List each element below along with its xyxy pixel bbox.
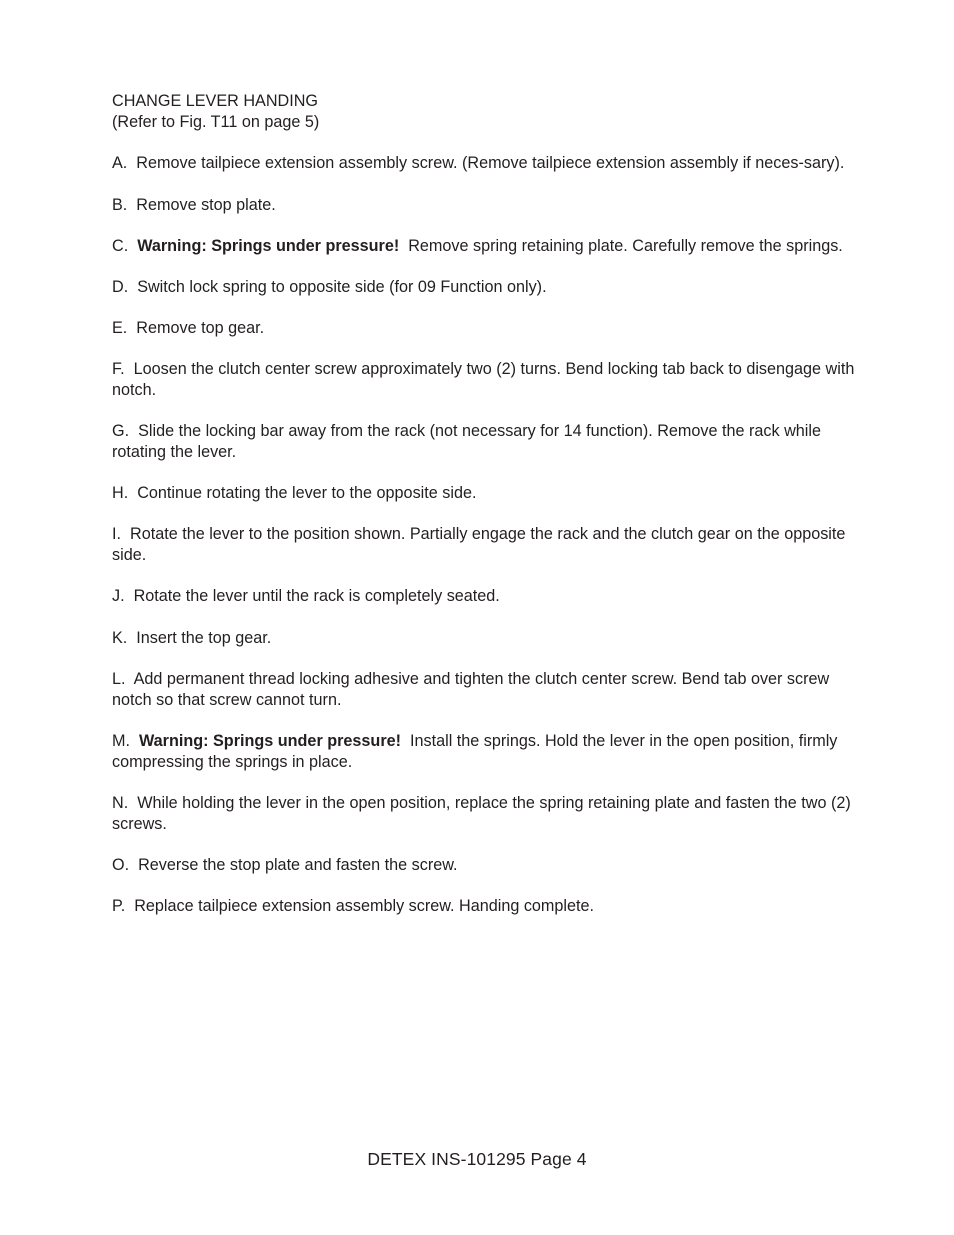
step-item xyxy=(112,669,872,711)
step-item xyxy=(112,318,872,339)
step-text: Reverse the stop plate and fasten the screw. xyxy=(138,855,458,874)
step-text: Rotate the lever until the rack is completely seated. xyxy=(133,587,500,606)
step-letter: L. xyxy=(112,669,126,688)
step-letter: I. xyxy=(112,525,121,544)
steps-list xyxy=(112,153,872,916)
step-text: Slide the locking bar away from the rack (not necessary for 14 function). Remove the rack while rotating the lever. xyxy=(112,422,821,462)
step-letter: E. xyxy=(112,319,128,338)
step-text: Loosen the clutch center screw approximately two (2) turns. Bend locking tab back to disengage with notch. xyxy=(112,360,855,400)
step-text: While holding the lever in the open position, replace the spring retaining plate and fasten the two (2) screws. xyxy=(112,793,851,833)
step-text: Install the springs. Hold the lever in the open position, firmly compressing the springs in place. xyxy=(112,731,838,771)
step-letter: O. xyxy=(112,855,130,874)
step-item xyxy=(112,731,872,773)
step-letter: A. xyxy=(112,154,128,173)
step-item xyxy=(112,483,872,504)
step-item xyxy=(112,277,872,298)
step-text: Replace tailpiece extension assembly screw. Handing complete. xyxy=(134,896,595,915)
figure-reference: (Refer to Fig. T11 on page 5) xyxy=(112,112,320,131)
step-warning: Warning: Springs under pressure! xyxy=(138,731,402,750)
step-letter: M. xyxy=(112,731,130,750)
step-text: Rotate the lever to the position shown. Partially engage the rack and the clutch gear on the opposite side. xyxy=(112,525,846,565)
step-letter: G. xyxy=(112,422,130,441)
step-text: Remove tailpiece extension assembly screw. (Remove tailpiece extension assembly if neces-sary). xyxy=(136,154,845,173)
step-item xyxy=(112,524,872,566)
step-letter: D. xyxy=(112,277,129,296)
step-item xyxy=(112,421,872,463)
step-text: Remove top gear. xyxy=(136,319,265,338)
instruction-page xyxy=(112,91,872,937)
step-item xyxy=(112,586,872,607)
step-text: Continue rotating the lever to the opposite side. xyxy=(137,484,477,503)
step-letter: C. xyxy=(112,236,129,255)
step-text: Add permanent thread locking adhesive and tighten the clutch center screw. Bend tab over screw notch so that screw cannot turn. xyxy=(112,669,830,709)
step-warning: Warning: Springs under pressure! xyxy=(137,236,400,255)
step-text: Remove stop plate. xyxy=(136,195,276,214)
step-item xyxy=(112,153,872,174)
step-item xyxy=(112,628,872,649)
step-item xyxy=(112,195,872,216)
step-item xyxy=(112,236,872,257)
step-text: Remove spring retaining plate. Carefully remove the springs. xyxy=(408,236,843,255)
step-item xyxy=(112,793,872,835)
step-letter: K. xyxy=(112,628,128,647)
step-letter: F. xyxy=(112,360,125,379)
section-title: CHANGE LEVER HANDING xyxy=(112,92,318,110)
step-letter: B. xyxy=(112,195,128,214)
step-item xyxy=(112,855,872,876)
page-footer: DETEX INS-101295 Page 4 xyxy=(367,1149,587,1169)
step-letter: H. xyxy=(112,484,129,503)
step-text: Insert the top gear. xyxy=(136,628,272,647)
step-item xyxy=(112,896,872,917)
section-heading xyxy=(112,91,872,133)
step-text: Switch lock spring to opposite side (for 09 Function only). xyxy=(137,277,547,296)
step-item xyxy=(112,359,872,401)
step-letter: P. xyxy=(112,896,126,915)
step-letter: N. xyxy=(112,793,129,812)
step-letter: J. xyxy=(112,587,125,606)
